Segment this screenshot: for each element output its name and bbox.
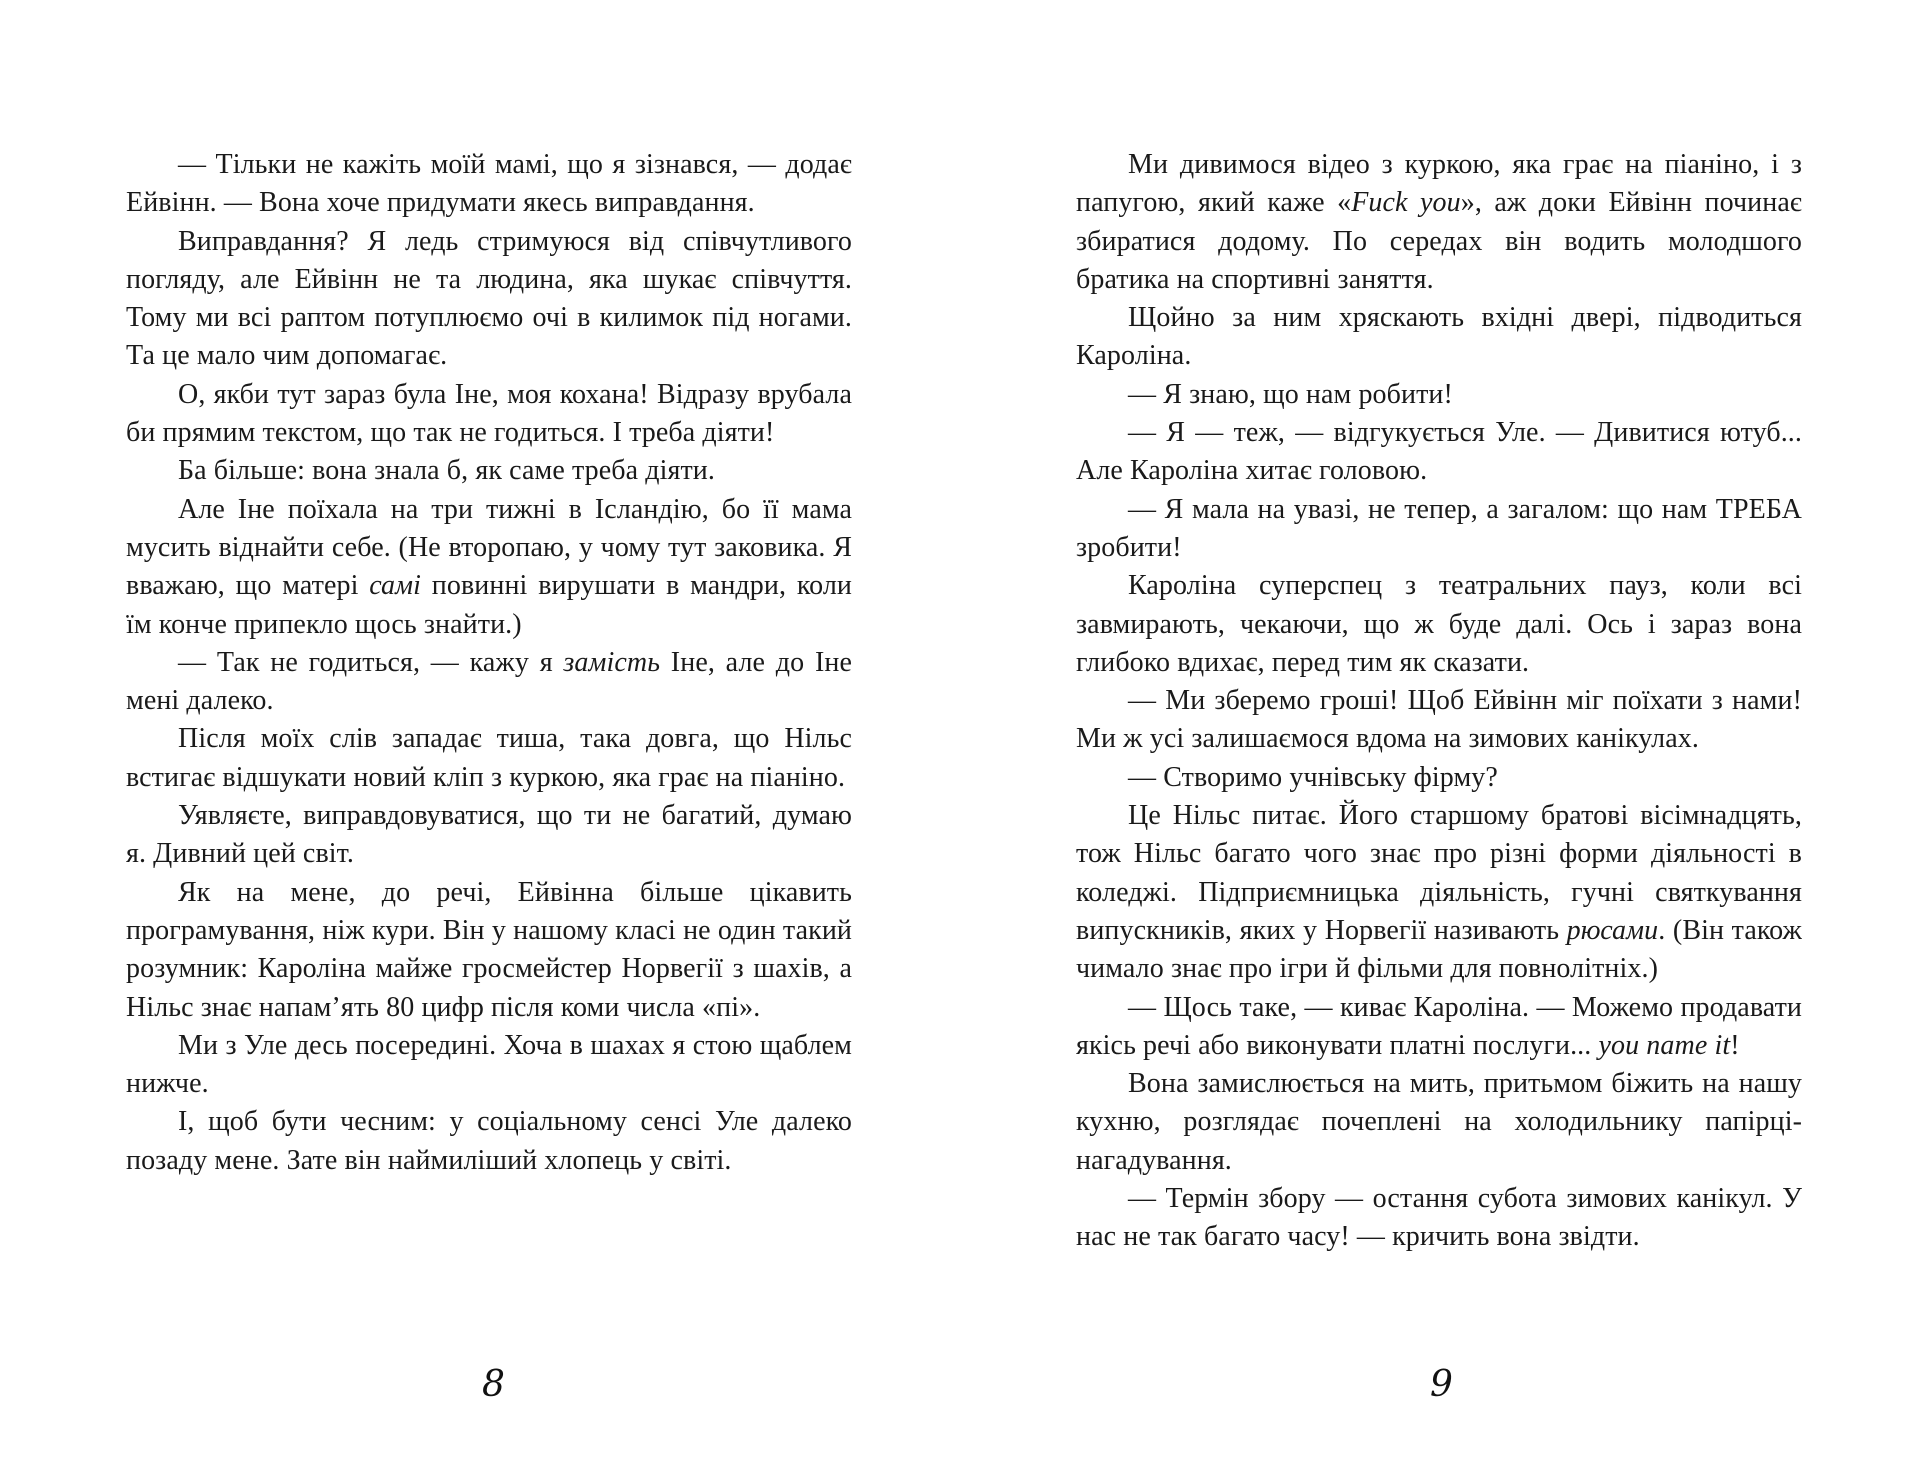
paragraph: Вона замислюється на мить, притьмом біжить на нашу кухню, розглядає почеплені на холодильнику папірці-нагадування. <box>1076 1068 1802 1176</box>
text-run: Ми дивимося відео з куркою, яка грає на піаніно, і з папугою, який каже « <box>1076 149 1802 219</box>
paragraph <box>126 491 852 644</box>
emphasis-text: замість <box>563 646 661 678</box>
paragraph <box>126 644 852 721</box>
emphasis-text: самі <box>369 570 422 602</box>
paragraph: Кароліна суперспец з театральних пауз, коли всі завмирають, чекаючи, що ж буде далі. Ось і зараз вона глибоко вдихає, перед тим як сказати. <box>1076 570 1802 678</box>
paragraph: — Тільки не кажіть моїй мамі, що я зізнався, — додає Ейвінн. — Вона хоче придумати якесь виправдання. <box>126 149 852 219</box>
text-run: . (Він також чимало знає про ігри й фільми для повнолітніх.) <box>1076 914 1802 985</box>
paragraph: І, щоб бути чесним: у соціальному сенсі Уле далеко позаду мене. Зате він наймиліший хлопець у світі. <box>126 1106 852 1176</box>
emphasis-text: you name it <box>1598 1029 1731 1061</box>
text-run: — Так не годиться, — кажу я <box>178 646 564 678</box>
text-run: повинні вирушати в мандри, коли їм конче припекло щось знайти.) <box>126 570 852 640</box>
paragraph: Виправдання? Я ледь стримуюся від співчутливого погляду, але Ейвінн не та людина, яка шукає співчуття. Тому ми всі раптом потуплюємо очі в килимок під ногами. Та це мало чим допомагає. <box>126 225 852 372</box>
emphasis-text: Fuck you <box>1351 187 1461 219</box>
paragraph: Ми з Уле десь посередині. Хоча в шахах я стою щаблем нижче. <box>126 1029 852 1100</box>
paragraph: Щойно за ним хряскають вхідні двері, підводиться Кароліна. <box>1076 302 1802 372</box>
paragraph: — Ми зберемо гроші! Щоб Ейвінн міг поїхати з нами! Ми ж усі залишаємося вдома на зимових канікулах. <box>1076 685 1802 755</box>
page-number-right: 9 <box>1430 1364 1453 1405</box>
paragraph: Ба більше: вона знала б, як саме треба діяти. <box>178 455 715 487</box>
paragraph: Як на мене, до речі, Ейвінна більше цікавить програмування, ніж кури. Він у нашому класі не один такий розумник: Кароліна майже гросмейстер Норвегії з шахів, а Нільс знає напам’ять 80 цифр після коми числа «пі». <box>126 876 852 1023</box>
emphasis-text: рюсами <box>1566 914 1659 946</box>
paragraph: — Я мала на увазі, не тепер, а загалом: що нам ТРЕБА зробити! <box>1076 493 1802 563</box>
page-number-left: 8 <box>482 1364 505 1405</box>
paragraph <box>1076 146 1802 299</box>
left-page <box>126 146 852 1180</box>
text-run: Іне, але до Іне мені далеко. <box>126 646 852 717</box>
text-run: ! <box>1730 1029 1740 1061</box>
paragraph: — Термін збору — остання субота зимових канікул. У нас не так багато часу! — кричить вона звідти. <box>1076 1183 1802 1253</box>
text-run: », аж доки Ейвінн починає збиратися додому. По середах він водить молодшого братика на спортивні заняття. <box>1076 187 1802 295</box>
paragraph: — Я — теж, — відгукується Уле. — Дивитися ютуб... Але Кароліна хитає головою. <box>1076 417 1802 487</box>
paragraph: — Я знаю, що нам робити! <box>1128 378 1453 410</box>
paragraph: Після моїх слів западає тиша, така довга, що Нільс встигає відшукати новий кліп з куркою, яка грає на піаніно. <box>126 723 852 793</box>
paragraph: О, якби тут зараз була Іне, моя кохана! Відразу врубала би прямим текстом, що так не годиться. І треба діяти! <box>126 378 852 449</box>
text-run: Це Нільс питає. Його старшому братові вісімнадцять, тож Нільс багато чого знає про різні форми діяльності в коледжі. Підприємницька діяльність, гучні святкування випускників, яких у Норвегії називають <box>1076 800 1802 946</box>
paragraph <box>1076 989 1802 1066</box>
text-run: — Щось таке, — киває Кароліна. — Можемо продавати якісь речі або виконувати платні послуги... <box>1076 991 1802 1061</box>
text-run: Але Іне поїхала на три тижні в Ісландію, бо її мама мусить віднайти себе. (Не второпаю, у чому тут заковика. Я вважаю, що матері <box>126 493 852 602</box>
paragraph: Уявляєте, виправдовуватися, що ти не багатий, думаю я. Дивний цей світ. <box>126 800 852 870</box>
right-page <box>1076 146 1802 1257</box>
paragraph: — Створимо учнівську фірму? <box>1128 761 1498 793</box>
paragraph <box>1076 797 1802 988</box>
